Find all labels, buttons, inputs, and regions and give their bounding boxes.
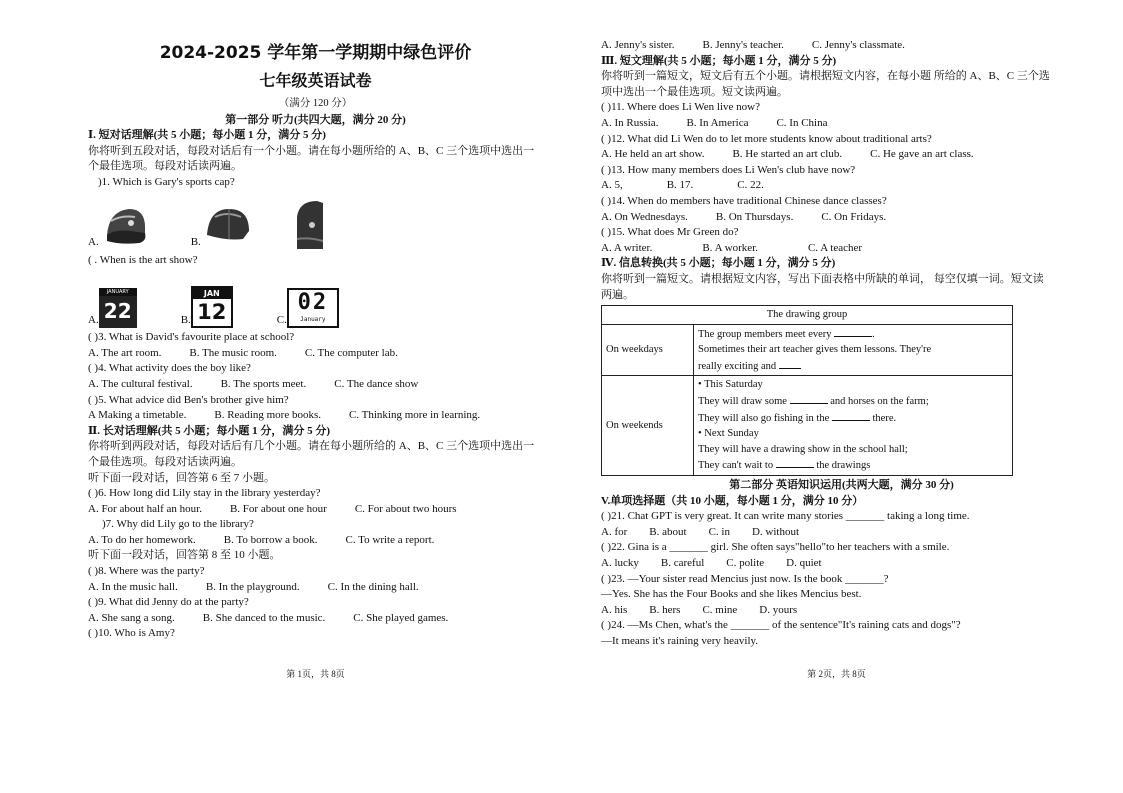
q3-option-a: A. The art room. bbox=[88, 346, 162, 359]
q11-options bbox=[601, 116, 1082, 132]
calendar-icon bbox=[99, 288, 137, 328]
q4-options bbox=[88, 377, 543, 393]
calendar-c-day: 02 bbox=[297, 290, 329, 316]
q4-option-c: C. The dance show bbox=[334, 377, 419, 390]
question-11: ( )11. Where does Li Wen live now? bbox=[601, 101, 760, 114]
q7-option-b: B. To borrow a book. bbox=[223, 533, 318, 546]
weekends-label: On weekends bbox=[602, 376, 694, 476]
weekdays-label: On weekdays bbox=[602, 324, 694, 376]
question-2: ( . When is the art show? bbox=[88, 253, 198, 266]
dialog2-note: 听下面一段对话，回答第 8 至 10 小题。 bbox=[88, 549, 281, 562]
we-line6a: They can't wait to bbox=[698, 460, 774, 472]
question-14: ( )14. When do members have traditional Chinese dance classes? bbox=[601, 194, 887, 207]
q15-option-a: A. A writer. bbox=[601, 241, 653, 254]
section2-heading: Ⅱ. 长对话理解(共 5 小题；每小题 1 分，满分 5 分) bbox=[88, 424, 331, 437]
q22-option-c: C. polite bbox=[726, 557, 765, 569]
section4-instruction: 你将听到一篇短文。请根据短文内容，写出下面表格中所缺的单词， 每空仅填一词。短文读 bbox=[601, 272, 1044, 285]
q2-option-b bbox=[181, 286, 233, 328]
q7-option-a: A. To do her homework. bbox=[88, 533, 196, 546]
helmet-cap-icon bbox=[203, 201, 253, 251]
blank-17[interactable] bbox=[779, 358, 801, 369]
cap-icon bbox=[295, 199, 325, 251]
q9-option-c: C. She played games. bbox=[353, 611, 449, 624]
we-line5: They will have a drawing show in the school hall; bbox=[698, 443, 908, 455]
q13-option-c: C. 22. bbox=[737, 179, 764, 192]
page-footer: 第 2页，共 8页 bbox=[807, 669, 866, 680]
section2-instruction-2: 个最佳选项。每段对话读两遍。 bbox=[88, 455, 242, 468]
section3-instruction-2: 项中选出一个最佳选项。短文读两遍。 bbox=[601, 85, 788, 98]
question-7: )7. Why did Lily go to the library? bbox=[102, 518, 254, 531]
q23-response: —Yes. She has the Four Books and she likes Mencius best. bbox=[601, 588, 862, 601]
question-24: ( )24. —Ms Chen, what's the _______ of the sentence"It's raining cats and dogs"? bbox=[601, 619, 961, 632]
we-line6b: the drawings bbox=[816, 460, 871, 472]
question-6: ( )6. How long did Lily stay in the library yesterday? bbox=[88, 487, 321, 500]
part1-heading: 第一部分 听力(共四大题，满分 20 分) bbox=[225, 113, 406, 126]
q14-option-a: A. On Wednesdays. bbox=[601, 210, 688, 223]
section1-instruction: 你将听到五段对话，每段对话后有一个小题。请在每小题所给的 A、B、C 三个选项中选出一 bbox=[88, 144, 535, 157]
q8-option-a: A. In the music hall. bbox=[88, 580, 178, 593]
q2-image-options bbox=[88, 272, 543, 328]
calendar-b-day: 12 bbox=[197, 300, 227, 325]
q22-option-a: A. lucky bbox=[601, 557, 639, 569]
score-note: （满分 120 分） bbox=[278, 98, 353, 109]
q11-option-b: B. In America bbox=[686, 116, 749, 129]
q23-option-a: A. his bbox=[601, 603, 628, 616]
table-title: The drawing group bbox=[602, 306, 1013, 325]
blank-18[interactable] bbox=[790, 393, 828, 404]
q2-option-a bbox=[88, 288, 137, 328]
q15-option-c: C. A teacher bbox=[807, 241, 863, 254]
calendar-c-month: January bbox=[300, 316, 326, 324]
q24-response: —It means it's raining very heavily. bbox=[601, 634, 759, 647]
q4-option-a: A. The cultural festival. bbox=[88, 377, 193, 390]
flip-calendar-icon bbox=[287, 288, 339, 328]
question-22: ( )22. Gina is a _______ girl. She often says"hello"to her teachers with a smile. bbox=[601, 541, 950, 554]
wd-line1b: . bbox=[872, 328, 875, 340]
q21-option-a: A. for bbox=[601, 525, 628, 538]
q11-option-a: A. In Russia. bbox=[601, 116, 659, 129]
part2-heading: 第二部分 英语知识运用(共两大题，满分 30 分) bbox=[729, 479, 954, 492]
weekdays-content bbox=[694, 324, 1013, 376]
calendar-a-day: 22 bbox=[103, 299, 132, 324]
calendar-b-month: JAN bbox=[193, 288, 231, 299]
q11-option-c: C. In China bbox=[776, 116, 828, 129]
drawing-group-table bbox=[601, 305, 1013, 476]
q4-option-b: B. The sports meet. bbox=[220, 377, 307, 390]
q5-options bbox=[88, 408, 543, 424]
q22-option-d: D. quiet bbox=[786, 557, 822, 569]
q13-option-b: B. 17. bbox=[666, 179, 694, 192]
q14-options bbox=[601, 210, 1082, 226]
q21-option-b: B. about bbox=[649, 525, 687, 538]
question-15: ( )15. What does Mr Green do? bbox=[601, 226, 739, 239]
q10-option-b: B. Jenny's teacher. bbox=[702, 39, 784, 51]
wd-line3a: really exciting and bbox=[698, 360, 777, 372]
q14-option-b: B. On Thursdays. bbox=[715, 210, 794, 223]
question-12: ( )12. What did Li Wen do to let more students know about traditional arts? bbox=[601, 132, 932, 145]
section4-heading: Ⅳ. 信息转换(共 5 小题；每小题 1 分，满分 5 分) bbox=[601, 257, 836, 270]
q10-option-a: A. Jenny's sister. bbox=[601, 39, 675, 51]
q5-option-b: B. Reading more books. bbox=[214, 409, 322, 422]
q2-label-a: A. bbox=[88, 313, 99, 326]
q3-option-b: B. The music room. bbox=[189, 346, 277, 359]
exam-page-1 bbox=[0, 0, 561, 793]
section1-instruction-2: 个最佳选项。每段对话读两遍。 bbox=[88, 160, 242, 173]
q15-options bbox=[601, 241, 1082, 257]
q23-option-b: B. hers bbox=[649, 603, 681, 616]
dialog1-note: 听下面一段对话，回答第 6 至 7 小题。 bbox=[88, 471, 275, 484]
we-line3a: They will also go fishing in the bbox=[698, 412, 830, 424]
q21-option-d: D. without bbox=[751, 525, 800, 538]
section2-instruction: 你将听到两段对话，每段对话后有几个小题。请在每小题所给的 A、B、C 三个选项中选出一 bbox=[88, 440, 535, 453]
q1-label-a: A. bbox=[88, 235, 99, 248]
calendar-icon bbox=[191, 286, 233, 328]
q13-option-a: A. 5, bbox=[601, 179, 623, 192]
question-1: )1. Which is Gary's sports cap? bbox=[98, 175, 235, 188]
q2-label-c: C. bbox=[276, 313, 287, 326]
blank-19[interactable] bbox=[832, 410, 870, 421]
section3-heading: Ⅲ. 短文理解(共 5 小题；每小题 1 分，满分 5 分) bbox=[601, 54, 837, 67]
section4-instruction-2: 两遍。 bbox=[601, 288, 634, 301]
q23-options bbox=[601, 603, 1082, 619]
q1-label-b: B. bbox=[190, 235, 201, 248]
section5-heading: V.单项选择题（共 10 小题，每小题 1 分，满分 10 分） bbox=[601, 494, 864, 507]
q1-option-a bbox=[88, 201, 151, 251]
q12-option-b: B. He started an art club. bbox=[732, 148, 843, 161]
q9-option-a: A. She sang a song. bbox=[88, 611, 175, 624]
question-23: ( )23. —Your sister read Mencius just now. Is the book _______? bbox=[601, 572, 889, 585]
q7-options bbox=[88, 533, 543, 549]
q8-option-c: C. In the dining hall. bbox=[327, 580, 419, 593]
exam-page-2 bbox=[561, 0, 1122, 793]
we-line3b: there. bbox=[872, 412, 897, 424]
question-3: ( )3. What is David's favourite place at school? bbox=[88, 331, 295, 344]
q13-options bbox=[601, 178, 1082, 194]
question-9: ( )9. What did Jenny do at the party? bbox=[88, 596, 249, 609]
question-10: ( )10. Who is Amy? bbox=[88, 627, 175, 640]
we-line1: • This Saturday bbox=[698, 379, 763, 391]
we-line2a: They will draw some bbox=[698, 396, 787, 408]
weekends-content bbox=[694, 376, 1013, 476]
q10-options bbox=[601, 38, 1082, 54]
q1-option-b bbox=[191, 201, 253, 251]
section1-heading: Ⅰ. 短对话理解(共 5 小题；每小题 1 分，满分 5 分) bbox=[88, 129, 326, 142]
q21-option-c: C. in bbox=[708, 525, 730, 538]
wd-line2: Sometimes their art teacher gives them lessons. They're bbox=[698, 344, 932, 356]
q5-option-a: A Making a timetable. bbox=[88, 409, 187, 422]
q10-option-c: C. Jenny's classmate. bbox=[811, 39, 905, 51]
q23-option-c: C. mine bbox=[702, 603, 738, 616]
q1-image-options bbox=[88, 193, 543, 251]
exam-subtitle: 七年级英语试卷 bbox=[259, 71, 372, 90]
q6-option-a: A. For about half an hour. bbox=[88, 502, 202, 515]
q6-option-b: B. For about one hour bbox=[229, 502, 327, 515]
q23-option-d: D. yours bbox=[759, 603, 798, 616]
q3-options bbox=[88, 346, 543, 362]
q6-option-c: C. For about two hours bbox=[354, 502, 457, 515]
q5-option-c: C. Thinking more in learning. bbox=[349, 409, 481, 422]
q8-option-b: B. In the playground. bbox=[205, 580, 300, 593]
calendar-a-month: JANUARY bbox=[99, 288, 137, 296]
q22-options bbox=[601, 556, 1082, 572]
q9-option-b: B. She danced to the music. bbox=[202, 611, 326, 624]
section3-instruction: 你将听到一篇短文，短文后有五个小题。请根据短文内容，在每小题 所给的 A、B、C 三个选 bbox=[601, 70, 1050, 83]
we-line2b: and horses on the farm; bbox=[830, 396, 929, 408]
q21-options bbox=[601, 525, 1082, 541]
q15-option-b: B. A worker. bbox=[702, 241, 758, 254]
we-line4: • Next Sunday bbox=[698, 428, 759, 440]
question-8: ( )8. Where was the party? bbox=[88, 565, 205, 578]
exam-title: 2024-2025 学年第一学期期中绿色评价 bbox=[159, 43, 472, 63]
q9-options bbox=[88, 611, 543, 627]
q12-options bbox=[601, 147, 1082, 163]
q2-label-b: B. bbox=[180, 313, 191, 326]
question-13: ( )13. How many members does Li Wen's club have now? bbox=[601, 163, 856, 176]
q12-option-a: A. He held an art show. bbox=[601, 148, 705, 161]
baseball-cap-icon bbox=[101, 201, 151, 251]
q3-option-c: C. The computer lab. bbox=[304, 346, 398, 359]
q2-option-c bbox=[277, 288, 339, 328]
question-4: ( )4. What activity does the boy like? bbox=[88, 362, 251, 375]
q12-option-c: C. He gave an art class. bbox=[870, 148, 974, 161]
question-5: ( )5. What advice did Ben's brother give him? bbox=[88, 393, 289, 406]
page-footer: 第 1页，共 8页 bbox=[286, 669, 345, 680]
q8-options bbox=[88, 580, 543, 596]
wd-line1a: The group members meet every bbox=[698, 328, 832, 340]
q7-option-c: C. To write a report. bbox=[345, 533, 435, 546]
q14-option-c: C. On Fridays. bbox=[821, 210, 887, 223]
blank-20[interactable] bbox=[776, 457, 814, 468]
q1-option-c bbox=[293, 199, 325, 251]
q22-option-b: B. careful bbox=[660, 557, 705, 569]
question-21: ( )21. Chat GPT is very great. It can write many stories _______ taking a long time. bbox=[601, 510, 970, 523]
q6-options bbox=[88, 502, 543, 518]
blank-16[interactable] bbox=[834, 326, 872, 337]
